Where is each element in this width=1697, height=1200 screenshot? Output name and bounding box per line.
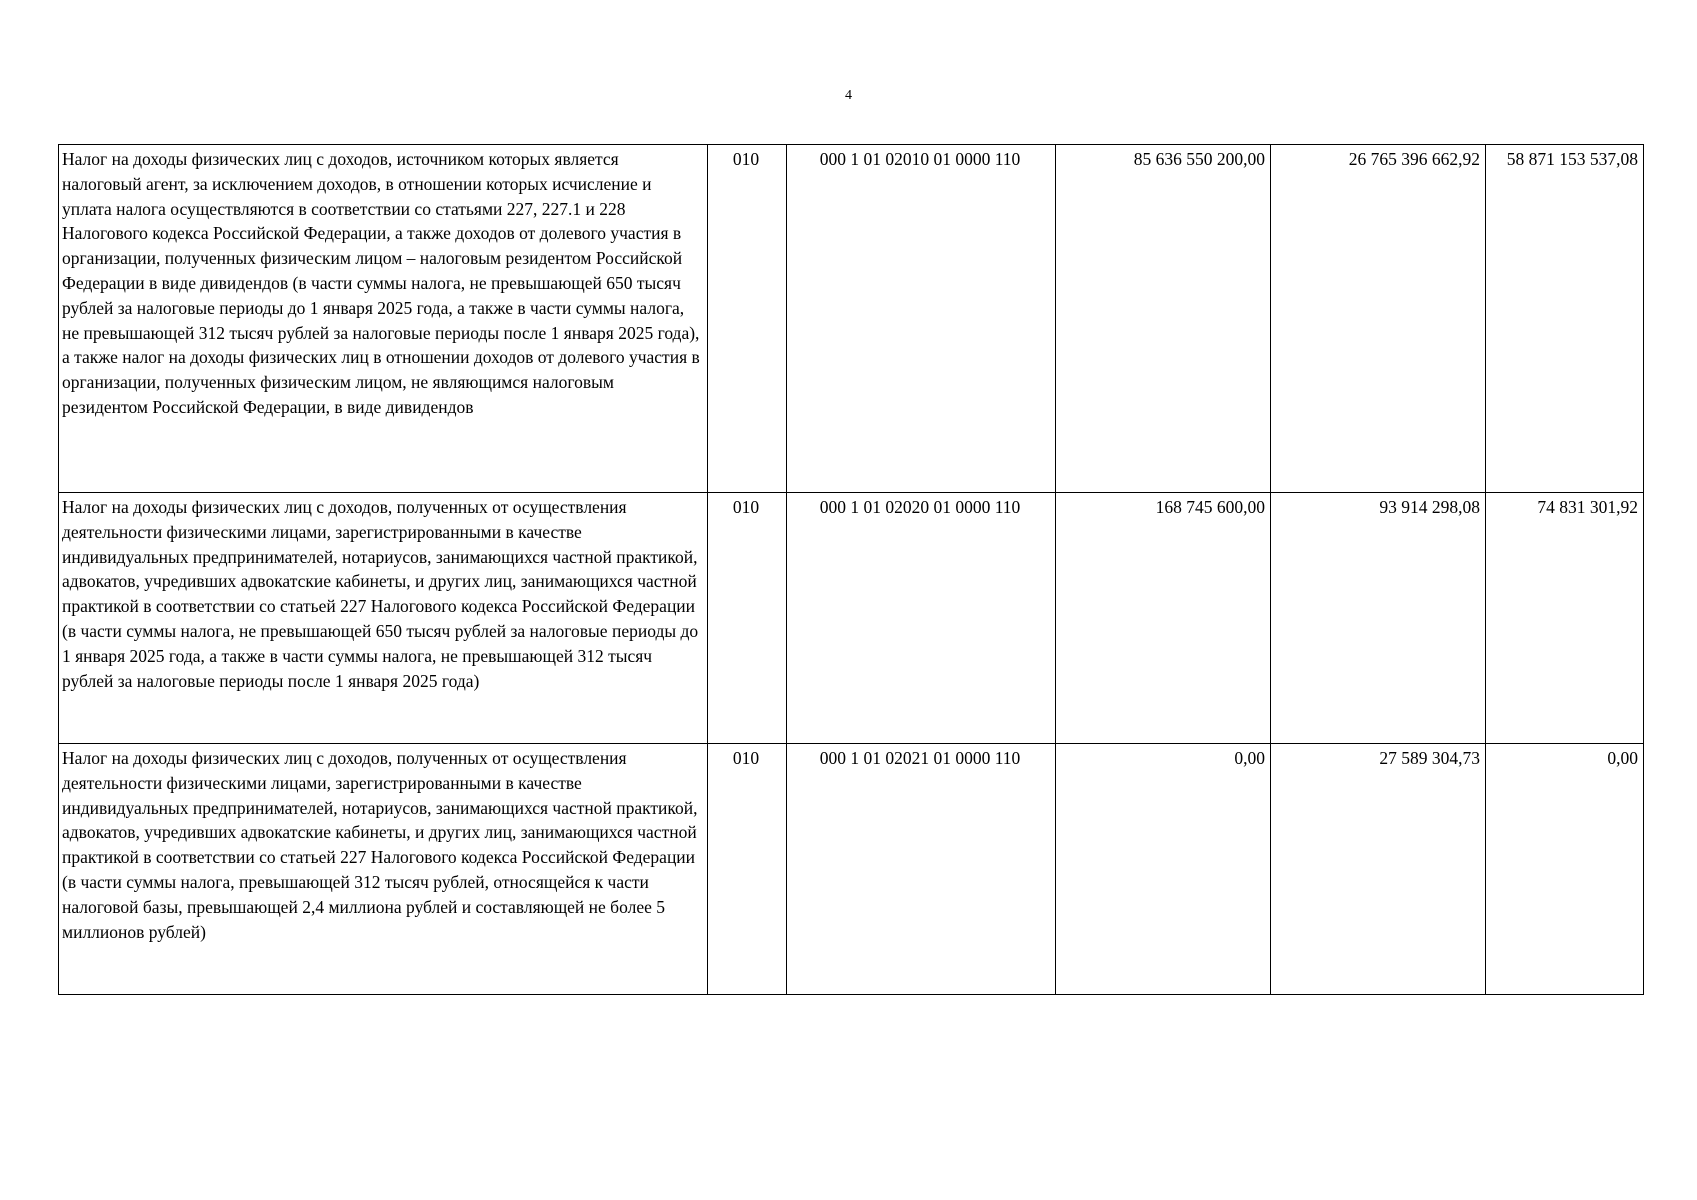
table-row (59, 145, 1644, 493)
line-code-cell: 010 (708, 493, 787, 744)
table-row (59, 744, 1644, 995)
unexecuted-amount-cell: 0,00 (1486, 744, 1644, 995)
income-description-cell: Налог на доходы физических лиц с доходов, источником которых является налоговый агент, за исключением доходов, в отношении которых исчисление и уплата налога осуществляются в соответствии со статьями 227, 227.1 и 228 Налогового кодекса Российской Федерации, а также доходов от долевого участия в организации, полученных физическим лицом – налоговым резидентом Российской Федерации в виде дивидендов (в части суммы налога, не превышающей 650 тысяч рублей за налоговые периоды до 1 января 2025 года, а также в части суммы налога, не превышающей 312 тысяч рублей за налоговые периоды после 1 января 2025 года), а также налог на доходы физических лиц в отношении доходов от долевого участия в организации, полученных физическим лицом, не являющимся налоговым резидентом Российской Федерации, в виде дивидендов (59, 145, 708, 493)
budget-classification-code-cell: 000 1 01 02010 01 0000 110 (787, 145, 1056, 493)
table-row (59, 493, 1644, 744)
approved-amount-cell: 85 636 550 200,00 (1056, 145, 1271, 493)
executed-amount-cell: 26 765 396 662,92 (1271, 145, 1486, 493)
income-report-table (58, 144, 1644, 995)
page-number: 4 (845, 88, 852, 103)
income-description-cell: Налог на доходы физических лиц с доходов, полученных от осуществления деятельности физическими лицами, зарегистрированными в качестве индивидуальных предпринимателей, нотариусов, занимающихся частной практикой, адвокатов, учредивших адвокатские кабинеты, и других лиц, занимающихся частной практикой в соответствии со статьей 227 Налогового кодекса Российской Федерации (в части суммы налога, не превышающей 650 тысяч рублей за налоговые периоды до 1 января 2025 года, а также в части суммы налога, не превышающей 312 тысяч рублей за налоговые периоды после 1 января 2025 года) (59, 493, 708, 744)
income-description-cell: Налог на доходы физических лиц с доходов, полученных от осуществления деятельности физическими лицами, зарегистрированными в качестве индивидуальных предпринимателей, нотариусов, занимающихся частной практикой, адвокатов, учредивших адвокатские кабинеты, и других лиц, занимающихся частной практикой в соответствии со статьей 227 Налогового кодекса Российской Федерации (в части суммы налога, превышающей 312 тысяч рублей, относящейся к части налоговой базы, превышающей 2,4 миллиона рублей и составляющей не более 5 миллионов рублей) (59, 744, 708, 995)
unexecuted-amount-cell: 58 871 153 537,08 (1486, 145, 1644, 493)
executed-amount-cell: 27 589 304,73 (1271, 744, 1486, 995)
line-code-cell: 010 (708, 744, 787, 995)
budget-classification-code-cell: 000 1 01 02021 01 0000 110 (787, 744, 1056, 995)
line-code-cell: 010 (708, 145, 787, 493)
unexecuted-amount-cell: 74 831 301,92 (1486, 493, 1644, 744)
executed-amount-cell: 93 914 298,08 (1271, 493, 1486, 744)
approved-amount-cell: 168 745 600,00 (1056, 493, 1271, 744)
budget-classification-code-cell: 000 1 01 02020 01 0000 110 (787, 493, 1056, 744)
approved-amount-cell: 0,00 (1056, 744, 1271, 995)
